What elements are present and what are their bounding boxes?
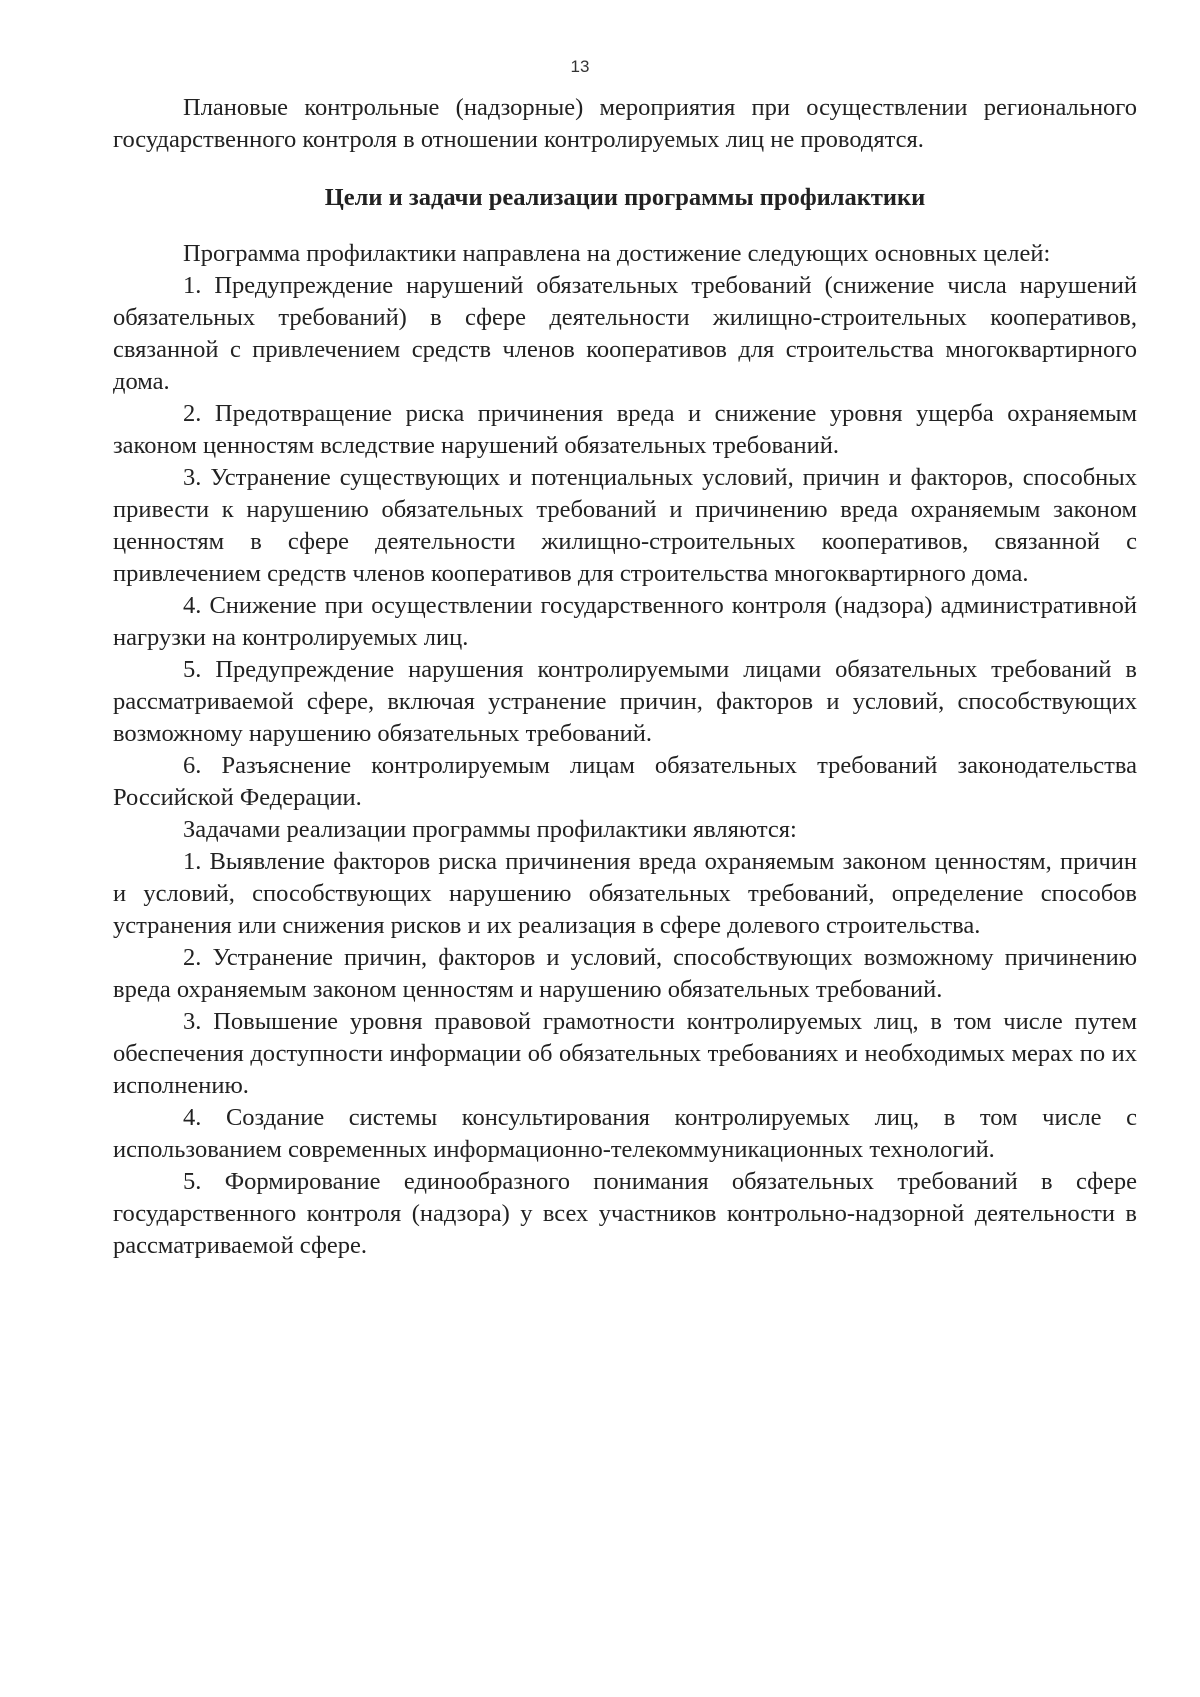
goal-item: 5. Предупреждение нарушения контролируемыми лицами обязательных требований в рассматриваемой сфере, включая устранение причин, факторов и условий, способствующих возможному нарушению обязательных требований. (113, 656, 1137, 747)
goal-item: 4. Снижение при осуществлении государственного контроля (надзора) административной нагрузки на контролируемых лиц. (113, 592, 1137, 651)
page-number: 13 (570, 57, 590, 76)
task-item: 1. Выявление факторов риска причинения вреда охраняемым законом ценностям, причин и условий, способствующих нарушению обязательных требований, определение способов устранения или снижения рисков и их реализация в сфере долевого строительства. (113, 848, 1137, 939)
task-item: 2. Устранение причин, факторов и условий, способствующих возможному причинению вреда охраняемым законом ценностям и нарушению обязательных требований. (113, 944, 1137, 1003)
tasks-intro: Задачами реализации программы профилактики являются: (183, 816, 797, 843)
document-body (113, 92, 1137, 1262)
task-item: 4. Создание системы консультирования контролируемых лиц, в том числе с использованием современных информационно-телекоммуникационных технологий. (113, 1104, 1137, 1163)
goal-item: 2. Предотвращение риска причинения вреда и снижение уровня ущерба охраняемым законом ценностям вследствие нарушений обязательных требований. (113, 400, 1137, 459)
task-item: 3. Повышение уровня правовой грамотности контролируемых лиц, в том числе путем обеспечения доступности информации об обязательных требованиях и необходимых мерах по их исполнению. (113, 1008, 1137, 1099)
goals-intro: Программа профилактики направлена на достижение следующих основных целей: (183, 240, 1051, 267)
goal-item: 6. Разъяснение контролируемым лицам обязательных требований законодательства Российской Федерации. (113, 752, 1137, 811)
task-item: 5. Формирование единообразного понимания обязательных требований в сфере государственного контроля (надзора) у всех участников контрольно-надзорной деятельности в рассматриваемой сфере. (113, 1168, 1137, 1259)
goal-item: 3. Устранение существующих и потенциальных условий, причин и факторов, способных привести к нарушению обязательных требований и причинению вреда охраняемым законом ценностям в сфере деятельности жилищно-строительных кооперативов, связанной с привлечением средств членов кооперативов для строительства многоквартирного дома. (113, 464, 1137, 587)
goal-item: 1. Предупреждение нарушений обязательных требований (снижение числа нарушений обязательных требований) в сфере деятельности жилищно-строительных кооперативов, связанной с привлечением средств членов кооперативов для строительства многоквартирного дома. (113, 272, 1137, 395)
intro-paragraph: Плановые контрольные (надзорные) мероприятия при осуществлении регионального государственного контроля в отношении контролируемых лиц не проводятся. (113, 94, 1137, 153)
section-title: Цели и задачи реализации программы профилактики (324, 184, 926, 211)
